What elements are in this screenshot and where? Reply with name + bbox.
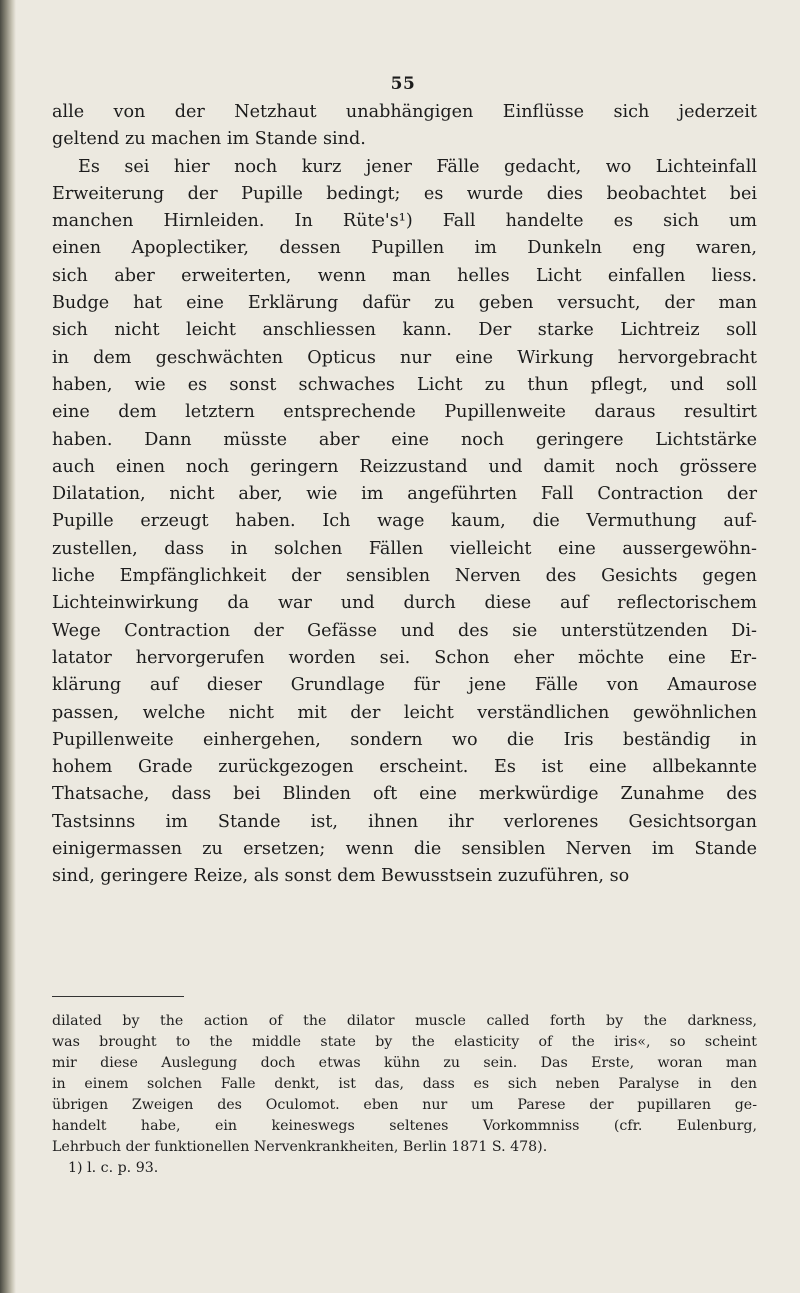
main-body-text — [52, 99, 757, 891]
footnote-reference: 1) l. c. p. 93. — [68, 1160, 159, 1176]
body-line: latator hervorgerufen worden sei. Schon eher möchte eine Er- — [52, 647, 757, 668]
body-line: sind, geringere Reize, als sonst dem Bewusstsein zuzuführen, so — [52, 866, 630, 887]
body-line: Erweiterung der Pupille bedingt; es wurde dies beobachtet bei — [52, 183, 757, 204]
body-line: haben, wie es sonst schwaches Licht zu thun pflegt, und soll — [52, 374, 757, 395]
footnote-line: dilated by the action of the dilator muscle called forth by the darkness, — [52, 1013, 757, 1029]
body-line: liche Empfänglichkeit der sensiblen Nerven des Gesichts gegen — [52, 566, 757, 587]
body-line: haben. Dann müsste aber eine noch geringere Lichtstärke — [52, 429, 757, 450]
body-line: Pupillenweite einhergehen, sondern wo die Iris beständig in — [52, 729, 757, 750]
body-line: Wege Contraction der Gefässe und des sie unterstützenden Di- — [52, 620, 757, 641]
body-line: sich nicht leicht anschliessen kann. Der starke Lichtreiz soll — [52, 320, 757, 341]
footnotes — [52, 1011, 757, 1179]
body-line: auch einen noch geringern Reizzustand und damit noch grössere — [52, 456, 757, 477]
footnote-line: handelt habe, ein keineswegs seltenes Vorkommniss (cfr. Eulenburg, — [52, 1118, 757, 1134]
body-line: sich aber erweiterten, wenn man helles Licht einfallen liess. — [52, 265, 757, 286]
body-line: klärung auf dieser Grundlage für jene Fälle von Amaurose — [52, 675, 757, 696]
footnote-line: mir diese Auslegung doch etwas kühn zu sein. Das Erste, woran man — [52, 1055, 757, 1071]
body-line: einigermassen zu ersetzen; wenn die sensiblen Nerven im Stande — [52, 839, 757, 860]
body-line: in dem geschwächten Opticus nur eine Wirkung hervorgebracht — [52, 347, 757, 368]
footnote-line: in einem solchen Falle denkt, ist das, dass es sich neben Paralyse in den — [52, 1076, 757, 1092]
body-line: Es sei hier noch kurz jener Fälle gedacht, wo Lichteinfall — [78, 156, 757, 177]
body-line: einen Apoplectiker, dessen Pupillen im Dunkeln eng waren, — [52, 238, 757, 259]
body-line: passen, welche nicht mit der leicht verständlichen gewöhnlichen — [52, 702, 757, 723]
body-line: alle von der Netzhaut unabhängigen Einflüsse sich jederzeit — [52, 102, 757, 122]
body-line: manchen Hirnleiden. In Rüte's¹) Fall handelte es sich um — [52, 211, 757, 232]
body-line: eine dem letztern entsprechende Pupillenweite daraus resultirt — [52, 402, 757, 423]
footnote-line: was brought to the middle state by the elasticity of the iris«, so scheint — [52, 1034, 757, 1050]
footnote-line: übrigen Zweigen des Oculomot. eben nur um Parese der pupillaren ge- — [52, 1097, 757, 1113]
page-number: 55 — [390, 74, 416, 94]
body-line: zustellen, dass in solchen Fällen vielleicht eine aussergewöhn- — [52, 538, 757, 559]
body-line: Thatsache, dass bei Blinden oft eine merkwürdige Zunahme des — [52, 784, 757, 805]
body-line: Budge hat eine Erklärung dafür zu geben versucht, der man — [52, 293, 757, 314]
body-line: Lichteinwirkung da war und durch diese auf reflectorischem — [52, 593, 757, 614]
page-binding-edge — [0, 0, 16, 1293]
body-line: geltend zu machen im Stande sind. — [52, 129, 366, 150]
body-line: hohem Grade zurückgezogen erscheint. Es ist eine allbekannte — [52, 757, 757, 778]
footnote-divider — [52, 996, 184, 997]
body-line: Pupille erzeugt haben. Ich wage kaum, die Vermuthung auf- — [52, 511, 757, 532]
footnote-line: Lehrbuch der funktionellen Nervenkrankheiten, Berlin 1871 S. 478). — [52, 1139, 548, 1155]
body-line: Dilatation, nicht aber, wie im angeführten Fall Contraction der — [52, 484, 757, 505]
body-line: Tastsinns im Stande ist, ihnen ihr verlorenes Gesichtsorgan — [52, 811, 757, 832]
